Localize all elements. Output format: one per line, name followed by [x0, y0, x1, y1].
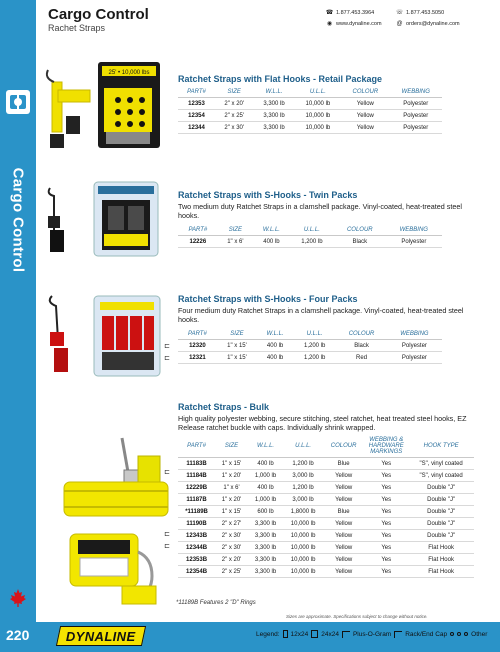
maple-leaf-icon	[8, 588, 28, 608]
col-header: U.L.L.	[295, 88, 342, 98]
other-icon	[450, 632, 454, 636]
section-flat-hooks-retail	[178, 74, 442, 134]
section-description: Two medium duty Ratchet Straps in a clamshell package. Vinyl-coated, heat-treated steel hooks.	[178, 202, 462, 220]
col-header: WEBBING & HARDWARE MARKINGS	[364, 436, 408, 458]
col-header: U.L.L.	[290, 226, 334, 236]
table-row: 12321 1" x 15' 400 lb 1,200 lb Red Polyester	[178, 352, 442, 364]
section-title: Ratchet Straps with S-Hooks - Twin Packs	[178, 190, 358, 200]
shelf-12x24-icon	[283, 630, 288, 638]
four-pack-image	[44, 292, 164, 378]
section-s-hooks-twin	[178, 190, 470, 248]
col-header: COLOUR	[334, 226, 386, 236]
col-header: W.L.L.	[253, 88, 294, 98]
contact-phone-2: ☏ 1.877.453.5050	[395, 9, 445, 16]
contact-email[interactable]: @ orders@dynaline.com	[396, 20, 460, 27]
table-row: *11189B 1" x 15' 600 lb 1,8000 lb Blue Yes Double "J"	[178, 506, 474, 518]
display-legend: Legend: 12x24 24x24 Plus-O-Gram Rack/End Cap Other	[256, 630, 488, 638]
table-row: 12344 2" x 30' 3,300 lb 10,000 lb Yellow Polyester	[178, 122, 442, 134]
col-header: PART#	[178, 330, 217, 340]
spec-table	[178, 436, 474, 578]
shelf-24x24-icon	[311, 630, 318, 638]
col-header: W.L.L.	[253, 226, 290, 236]
plus-o-gram-icon	[342, 631, 350, 638]
spec-table	[178, 88, 442, 134]
table-row: 12343B 2" x 30' 3,300 lb 10,000 lb Yellow Yes Double "J"	[178, 530, 474, 542]
col-header: PART#	[178, 88, 215, 98]
table-row: 11187B 1" x 20' 1,000 lb 3,000 lb Yellow Yes Double "J"	[178, 494, 474, 506]
table-row: 11184B 1" x 20' 1,000 lb 3,000 lb Yellow Yes "S", vinyl coated	[178, 470, 474, 482]
col-header: COLOUR	[336, 330, 387, 340]
section-description: Four medium duty Ratchet Straps in a clamshell package. Vinyl-coated, heat-treated steel hooks.	[178, 306, 464, 324]
section-s-hooks-four	[178, 294, 470, 364]
dynaline-logo: DYNALINE	[56, 626, 146, 646]
table-row: 12344B 2" x 30' 3,300 lb 10,000 lb Yellow Yes Flat Hook	[178, 542, 474, 554]
col-header: SIZE	[218, 226, 253, 236]
section-title: Ratchet Straps - Bulk	[178, 402, 270, 412]
legend-marker-icon: ⊏	[164, 343, 170, 350]
bulk-wrapped-strap-image	[62, 528, 162, 610]
footnote: *11189B Features 2 "D" Rings	[176, 600, 256, 606]
legend-marker-icon: ⊏	[164, 543, 170, 550]
col-header: WEBBING	[387, 330, 442, 340]
section-title: Ratchet Straps with Flat Hooks - Retail Package	[178, 74, 383, 84]
table-row: 12320 1" x 15' 400 lb 1,200 lb Black Polyester	[178, 340, 442, 352]
col-header: U.L.L.	[283, 436, 323, 458]
table-row: 11190B 2" x 27' 3,300 lb 10,000 lb Yellow Yes Double "J"	[178, 518, 474, 530]
section-description: High quality polyester webbing, secure stitching, steel ratchet, heat treated steel hooks, EZ Release ratchet buckle with caps. Individually shrink wrapped.	[178, 414, 467, 432]
col-header: COLOUR	[323, 436, 364, 458]
retail-package-image	[44, 60, 164, 152]
email-icon: @	[396, 20, 403, 27]
disclaimer: Sizes are approximate. Specifications subject to change without notice.	[286, 614, 428, 619]
twin-pack-image	[44, 180, 164, 258]
bulk-strap-roll-image	[60, 476, 170, 522]
table-row: 12353 2" x 20' 3,300 lb 10,000 lb Yellow Polyester	[178, 98, 442, 110]
globe-icon: ◉	[326, 21, 333, 27]
rack-end-cap-icon	[394, 631, 402, 638]
col-header: WEBBING	[389, 88, 442, 98]
strap-category-icon	[6, 90, 30, 114]
fax-icon: ☏	[395, 10, 404, 16]
page-number: 220	[6, 627, 30, 643]
spec-table	[178, 226, 442, 248]
table-row: 12229B 1" x 6' 400 lb 1,200 lb Yellow Yes Double "J"	[178, 482, 474, 494]
col-header: HOOK TYPE	[408, 436, 474, 458]
section-bulk	[178, 402, 474, 578]
contact-phone-1: ☎ 1.877.453.3964	[325, 9, 375, 16]
table-row: 12226 1" x 6' 400 lb 1,200 lb Black Polyester	[178, 236, 442, 248]
section-title: Ratchet Straps with S-Hooks - Four Packs	[178, 294, 358, 304]
col-header: W.L.L.	[248, 436, 283, 458]
col-header: WEBBING	[386, 226, 442, 236]
col-header: W.L.L.	[257, 330, 293, 340]
side-category-label: Cargo Control	[9, 167, 27, 273]
col-header: SIZE	[215, 436, 248, 458]
table-row: 11183B 1" x 15' 400 lb 1,200 lb Blue Yes "S", vinyl coated	[178, 458, 474, 470]
phone-icon: ☎	[325, 10, 334, 16]
legend-marker-icon: ⊏	[164, 355, 170, 362]
spec-table	[178, 330, 442, 364]
legend-marker-icon: ⊏	[164, 469, 170, 476]
col-header: SIZE	[215, 88, 253, 98]
page-subtitle: Rachet Straps	[48, 23, 106, 33]
legend-marker-icon: ⊏	[164, 531, 170, 538]
table-row: 12354B 2" x 25' 3,300 lb 10,000 lb Yellow Yes Flat Hook	[178, 566, 474, 578]
col-header: PART#	[178, 436, 215, 458]
col-header: U.L.L.	[293, 330, 336, 340]
page-title: Cargo Control	[48, 6, 149, 23]
table-row: 12354 2" x 25' 3,300 lb 10,000 lb Yellow Polyester	[178, 110, 442, 122]
col-header: COLOUR	[341, 88, 389, 98]
contact-website[interactable]: ◉ www.dynaline.com	[326, 20, 382, 27]
col-header: SIZE	[217, 330, 257, 340]
col-header: PART#	[178, 226, 218, 236]
package-card-label: 25' • 10,000 lbs	[108, 70, 150, 76]
table-row: 12353B 2" x 20' 3,300 lb 10,000 lb Yellow Yes Flat Hook	[178, 554, 474, 566]
